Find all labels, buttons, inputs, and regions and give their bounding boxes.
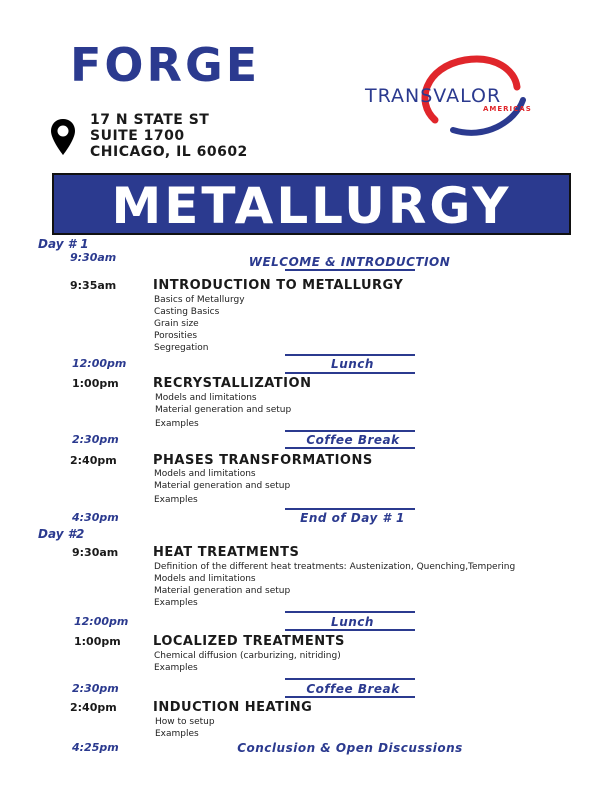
- address: [90, 112, 248, 160]
- event-title: FORGE: [70, 38, 261, 92]
- banner-title: METALLURGY: [111, 177, 512, 235]
- localized-topics: [154, 650, 341, 674]
- address-line-3: CHICAGO, IL 60602: [90, 144, 248, 160]
- welcome-time: 9:30am: [70, 251, 117, 264]
- logo-subtitle: AMERICAS: [483, 105, 532, 113]
- welcome-rule: [285, 269, 415, 271]
- list-item: Models and limitations: [154, 469, 256, 479]
- recryst-topics: [155, 392, 291, 430]
- list-item: Segregation: [154, 343, 209, 353]
- conclusion-title: Conclusion & Open Discussions: [237, 741, 463, 755]
- coffee-2-rule-top: [285, 678, 415, 680]
- end-day-1-rule: [285, 508, 415, 510]
- recryst-time: 1:00pm: [72, 377, 119, 390]
- lunch-1-time: 12:00pm: [72, 357, 127, 370]
- topic-banner: [52, 173, 571, 235]
- list-item: Chemical diffusion (carburizing, nitriding): [154, 651, 341, 661]
- coffee-2-rule-bottom: [285, 696, 415, 698]
- end-day-1-title: End of Day # 1: [300, 511, 405, 525]
- location-pin-icon: [50, 118, 76, 156]
- lunch-1-title: Lunch: [331, 357, 374, 371]
- list-item: Definition of the different heat treatments: Austenization, Quenching,Tempering: [154, 562, 516, 572]
- lunch-1-rule-top: [285, 354, 415, 356]
- list-item: Casting Basics: [154, 307, 220, 317]
- heat-topics: [154, 561, 515, 609]
- induction-topics: [155, 716, 215, 740]
- localized-heading: LOCALIZED TREATMENTS: [153, 634, 345, 649]
- list-item: Examples: [155, 419, 199, 429]
- list-item: Basics of Metallurgy: [154, 295, 245, 305]
- coffee-1-rule-top: [285, 430, 415, 432]
- intro-topics: [154, 294, 245, 354]
- localized-time: 1:00pm: [74, 635, 121, 648]
- list-item: How to setup: [155, 717, 215, 727]
- phases-time: 2:40pm: [70, 454, 117, 467]
- lunch-1-rule-bottom: [285, 372, 415, 374]
- day-2-label: Day #2: [38, 527, 85, 541]
- day-1-label: Day # 1: [38, 237, 89, 251]
- list-item: Porosities: [154, 331, 198, 341]
- phases-topics: [154, 468, 290, 506]
- lunch-2-title: Lunch: [331, 615, 374, 629]
- list-item: Examples: [154, 495, 198, 505]
- list-item: Models and limitations: [155, 393, 257, 403]
- list-item: Grain size: [154, 319, 199, 329]
- intro-heading: INTRODUCTION TO METALLURGY: [153, 278, 404, 293]
- recryst-heading: RECRYSTALLIZATION: [153, 376, 312, 391]
- heat-time: 9:30am: [72, 546, 119, 559]
- conclusion-time: 4:25pm: [72, 741, 119, 754]
- address-line-2: SUITE 1700: [90, 128, 185, 144]
- transvalor-logo: [365, 42, 570, 142]
- coffee-2-time: 2:30pm: [72, 682, 119, 695]
- welcome-title: WELCOME & INTRODUCTION: [248, 255, 451, 269]
- list-item: Examples: [154, 663, 198, 673]
- list-item: Examples: [154, 598, 198, 608]
- coffee-1-rule-bottom: [285, 447, 415, 449]
- phases-heading: PHASES TRANSFORMATIONS: [153, 453, 373, 468]
- induction-heading: INDUCTION HEATING: [153, 700, 313, 715]
- list-item: Material generation and setup: [155, 405, 292, 415]
- list-item: Material generation and setup: [154, 481, 291, 491]
- coffee-2-title: Coffee Break: [306, 682, 400, 696]
- list-item: Models and limitations: [154, 574, 256, 584]
- logo-wordmark: TRANSVALOR: [365, 85, 502, 107]
- coffee-1-time: 2:30pm: [72, 433, 119, 446]
- lunch-2-rule-bottom: [285, 629, 415, 631]
- intro-time: 9:35am: [70, 279, 117, 292]
- coffee-1-title: Coffee Break: [306, 433, 400, 447]
- heat-heading: HEAT TREATMENTS: [153, 545, 300, 560]
- end-day-1-time: 4:30pm: [72, 511, 119, 524]
- address-line-1: 17 N STATE ST: [90, 112, 210, 128]
- lunch-2-rule-top: [285, 611, 415, 613]
- list-item: Material generation and setup: [154, 586, 291, 596]
- induction-time: 2:40pm: [70, 701, 117, 714]
- lunch-2-time: 12:00pm: [74, 615, 129, 628]
- list-item: Examples: [155, 729, 199, 739]
